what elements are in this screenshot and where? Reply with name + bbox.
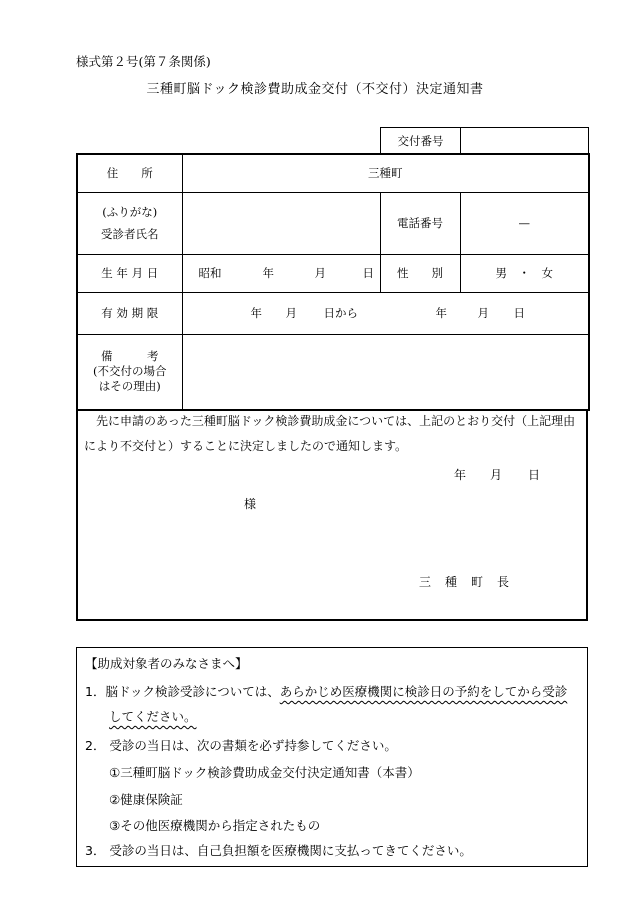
notice-date-year: 年 [454, 468, 467, 482]
birth-day-unit: 日 [362, 266, 374, 280]
remarks-sub-label-2: はその理由) [98, 379, 161, 394]
form-number-label: 様式第２号(第７条関係) [76, 54, 211, 69]
recipient-salutation: 様 [244, 497, 257, 511]
address-label: 住 所 [77, 154, 182, 192]
patient-name-label: 受診者氏名 [101, 227, 159, 241]
info-item-2: 2． 受診の当日は、次の書類を必ず持参してください。 [85, 738, 397, 753]
validity-field[interactable] [182, 292, 589, 334]
remarks-label: 備 考 [101, 349, 159, 364]
birth-month-unit: 月 [314, 266, 326, 280]
phone-label: 電話番号 [380, 192, 460, 254]
grant-number-label: 交付番号 [381, 128, 461, 154]
name-row [77, 192, 589, 254]
remarks-field[interactable] [182, 334, 589, 410]
notice-section [76, 409, 588, 621]
validity-from-day: 日から [323, 306, 358, 320]
address-field[interactable]: 三種町 [182, 154, 589, 192]
notice-text: 先に申請のあった三種町脳ドック検診費助成金については、上記のとおり交付（上記理由により不交付と）することに決定しましたので通知します。 [84, 414, 576, 453]
info-sub-item-3: ③その他医療機関から指定されたもの [109, 818, 321, 833]
grant-number-field[interactable] [461, 128, 589, 154]
validity-to-month: 月 [477, 306, 489, 320]
birth-row [77, 254, 589, 292]
info-item-1 [85, 682, 567, 700]
gender-field[interactable]: 男 ・ 女 [460, 254, 589, 292]
info-heading: 【助成対象者のみなさまへ】 [85, 656, 248, 671]
validity-to-day: 日 [513, 306, 525, 320]
notice-date [454, 466, 540, 483]
birth-date-label: 生 年 月 日 [77, 254, 182, 292]
remarks-label-cell [77, 334, 182, 410]
remarks-row [77, 334, 589, 410]
name-label-cell [77, 192, 182, 254]
validity-label: 有 効 期 限 [77, 292, 182, 334]
notice-date-day: 日 [528, 468, 541, 482]
info-item-3: 3． 受診の当日は、自己負担額を医療機関に支払ってきてください。 [85, 843, 472, 858]
validity-row [77, 292, 589, 334]
gender-label: 性 別 [380, 254, 460, 292]
recipient-info-box [76, 647, 588, 867]
validity-to-year: 年 [435, 306, 447, 320]
birth-era: 昭和 [198, 266, 222, 280]
patient-name-field[interactable] [182, 192, 380, 254]
phone-field[interactable]: — [460, 192, 589, 254]
document-title: 三種町脳ドック検診費助成金交付（不交付）決定通知書 [146, 82, 484, 97]
birth-date-field[interactable] [182, 254, 380, 292]
applicant-info-table [76, 153, 590, 411]
furigana-label: (ふりがな) [102, 205, 158, 219]
birth-year-unit: 年 [262, 266, 274, 280]
info-sub-item-1: ①三種町脳ドック検診費助成金交付決定通知書（本書） [109, 765, 420, 780]
validity-from-year: 年 [250, 306, 262, 320]
info-item-1-emphasis: あらかじめ医療機関に検診日の予約をしてから受診 [279, 684, 568, 699]
notice-date-month: 月 [490, 468, 503, 482]
info-item-1-prefix: 1．脳ドック検診受診については、 [85, 684, 280, 699]
grant-number-table [380, 127, 589, 153]
issuer-name: 三種町長 [419, 575, 524, 589]
info-item-1-continuation: してください。 [109, 709, 197, 724]
address-row [77, 154, 589, 192]
remarks-sub-label-1: (不交付の場合 [93, 364, 167, 379]
info-sub-item-2: ②健康保険証 [109, 792, 183, 807]
validity-from-month: 月 [285, 306, 297, 320]
